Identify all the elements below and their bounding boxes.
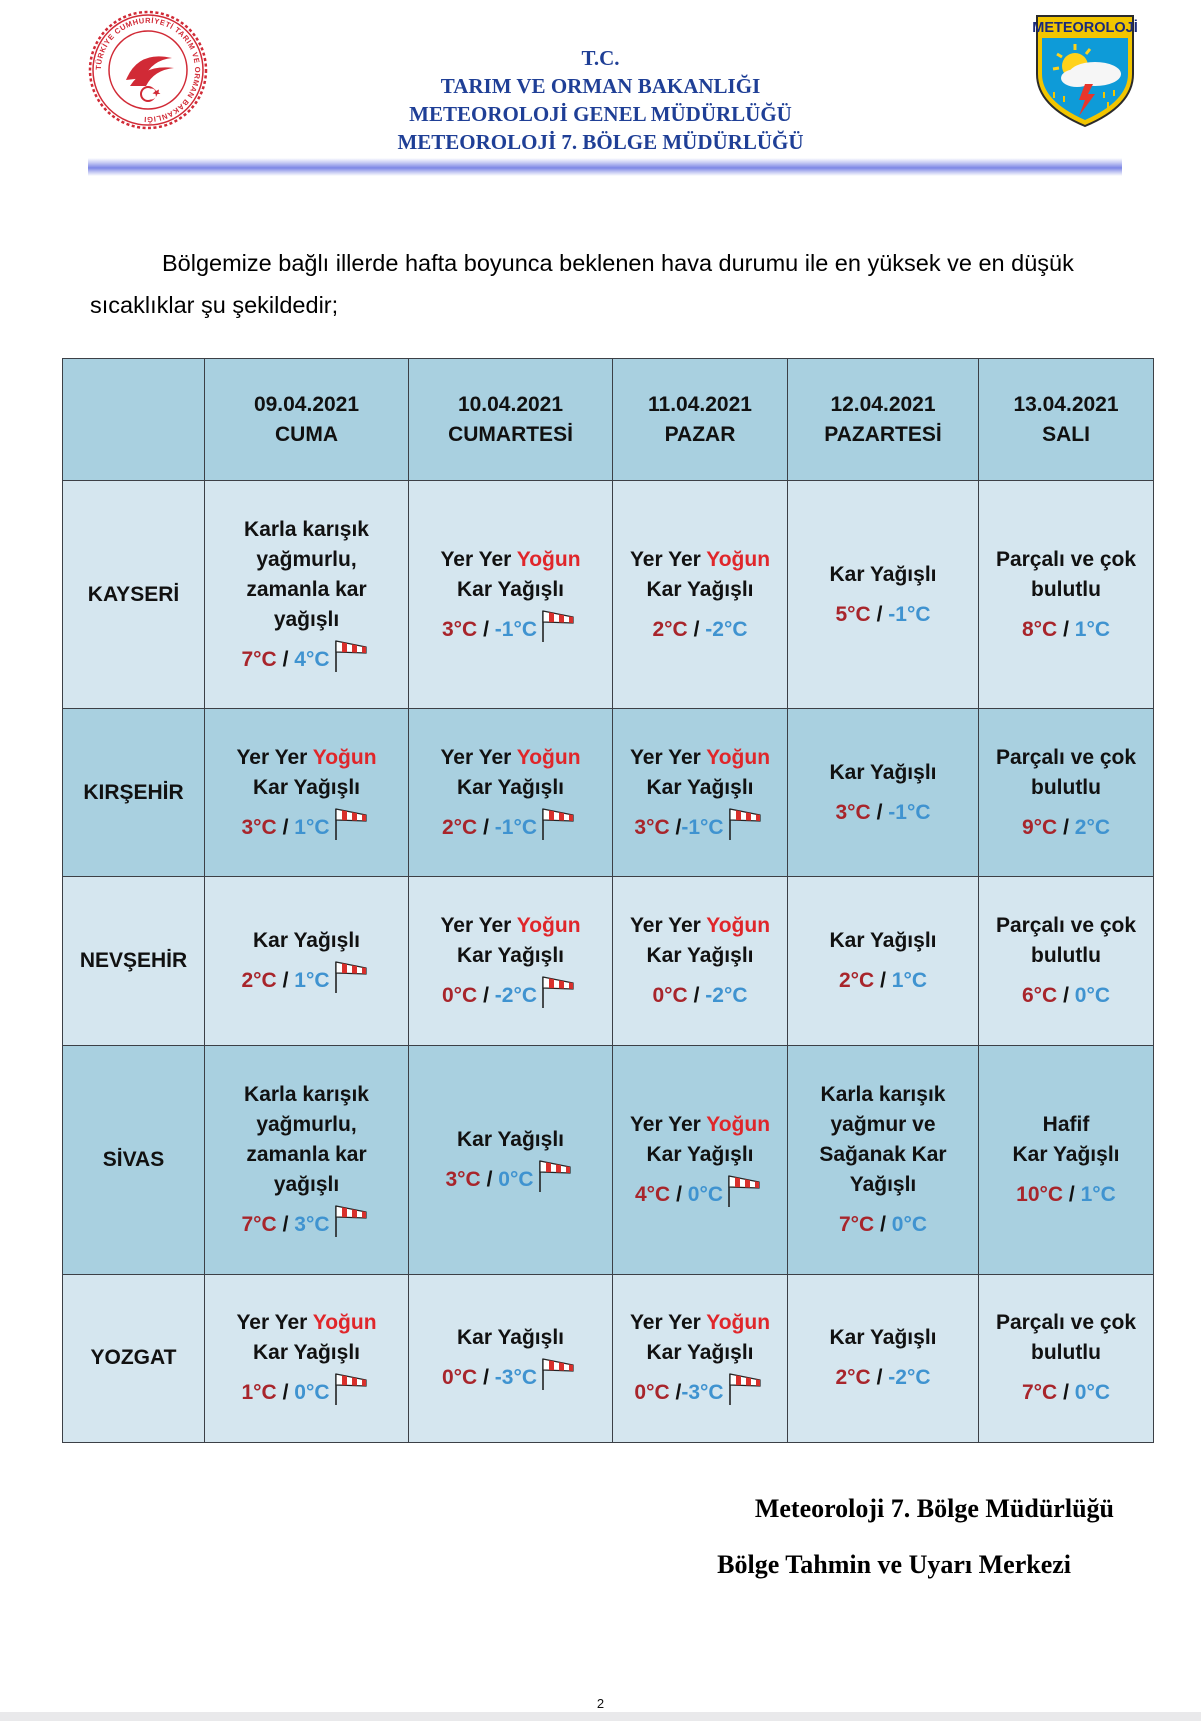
max-temp: 8°C — [1021, 617, 1058, 641]
condition-text: Yer Yer — [440, 914, 517, 938]
condition-text: Kar Yağışlı — [646, 1341, 754, 1365]
city-cell: SİVAS — [63, 1045, 205, 1274]
footer-center: Bölge Tahmin ve Uyarı Merkezi — [717, 1550, 1071, 1579]
condition-text: Yer Yer — [629, 1311, 707, 1335]
condition-text: Yer Yer — [629, 745, 707, 769]
windsock-icon — [332, 1202, 372, 1238]
table-row — [63, 481, 1154, 709]
windsock-icon — [726, 805, 766, 841]
day-header — [205, 359, 409, 481]
forecast-cell: Yer Yer Yoğun Kar Yağışlı 3°C / 1°C — [205, 709, 409, 877]
header-corner-cell — [63, 359, 205, 481]
document-header — [0, 44, 1201, 156]
condition-text: Kar Yağışlı — [252, 929, 360, 953]
day-date: 10.04.2021 — [457, 392, 564, 416]
day-header — [409, 359, 613, 481]
intense-label: Yoğun — [516, 547, 581, 571]
max-temp: 0°C — [634, 1381, 670, 1405]
min-temp: 1°C — [891, 969, 928, 993]
max-temp: 2°C — [652, 617, 688, 641]
condition-text: Yer Yer — [440, 745, 517, 769]
day-name: PAZAR — [664, 422, 736, 446]
min-temp: 0°C — [1074, 984, 1111, 1008]
condition-text: yağışlı — [273, 607, 340, 631]
forecast-cell: Hafif Kar Yağışlı 10°C / 1°C — [979, 1045, 1154, 1274]
condition-text: Kar Yağışlı — [456, 1326, 564, 1350]
forecast-cell: Kar Yağışlı 2°C / 1°C — [205, 877, 409, 1045]
condition-text: Kar Yağışlı — [456, 577, 564, 601]
condition-text: Karla karışık — [244, 517, 369, 541]
forecast-cell: Parçalı ve çok bulutlu 9°C / 2°C — [979, 709, 1154, 877]
forecast-cell: Karla karışık yağmurlu, zamanla kar yağışlı 7°C / 3°C — [205, 1045, 409, 1274]
condition-text: Kar Yağışlı — [829, 760, 937, 784]
condition-text: bulutlu — [1031, 775, 1101, 799]
min-temp: 2°C — [1074, 815, 1111, 839]
condition-text: Kar Yağışlı — [252, 775, 360, 799]
svg-text:TÜRKİYE CUMHURİYETİ TARIM VE O: TÜRKİYE CUMHURİYETİ TARIM VE ORMAN BAKANLIĞI — [93, 15, 203, 125]
condition-text: yağmur ve — [830, 1112, 936, 1136]
max-temp: 5°C — [835, 602, 871, 626]
condition-text: Kar Yağışlı — [1012, 1142, 1120, 1166]
condition-text: Kar Yağışlı — [646, 944, 754, 968]
min-temp: -1°C — [681, 815, 724, 839]
forecast-cell: Parçalı ve çok bulutlu 7°C / 0°C — [979, 1274, 1154, 1442]
table-row — [63, 877, 1154, 1045]
page-number: 2 — [596, 1696, 605, 1711]
max-temp: 10°C — [1016, 1182, 1064, 1206]
min-temp: 0°C — [687, 1182, 724, 1206]
header-divider — [88, 158, 1122, 176]
header-regional-directorate: METEOROLOJİ 7. BÖLGE MÜDÜRLÜĞÜ — [397, 130, 804, 154]
max-temp: 0°C — [441, 984, 478, 1008]
day-name: PAZARTESİ — [824, 422, 942, 446]
day-header — [613, 359, 788, 481]
condition-text: zamanla kar — [246, 1142, 367, 1166]
forecast-cell: Parçalı ve çok bulutlu 6°C / 0°C — [979, 877, 1154, 1045]
forecast-cell: Yer Yer Yoğun Kar Yağışlı 3°C / -1°C — [409, 481, 613, 709]
intense-label: Yoğun — [312, 1311, 377, 1335]
min-temp: -2°C — [888, 1366, 931, 1390]
condition-text: yağmurlu, — [256, 547, 357, 571]
windsock-icon — [725, 1172, 765, 1208]
max-temp: 3°C — [835, 800, 871, 824]
max-temp: 7°C — [1021, 1381, 1058, 1405]
condition-text: Sağanak Kar — [819, 1142, 947, 1166]
max-temp: 6°C — [1021, 984, 1058, 1008]
header-directorate: METEOROLOJİ GENEL MÜDÜRLÜĞÜ — [409, 102, 792, 126]
min-temp: 0°C — [294, 1381, 330, 1405]
header-ministry: TARIM VE ORMAN BAKANLIĞI — [440, 74, 761, 98]
day-date: 13.04.2021 — [1013, 392, 1119, 416]
intense-label: Yoğun — [516, 745, 581, 769]
min-temp: -1°C — [494, 815, 538, 839]
forecast-cell: Yer Yer Yoğun Kar Yağışlı 0°C / -2°C — [409, 877, 613, 1045]
city-cell: YOZGAT — [63, 1274, 205, 1442]
max-temp: 0°C — [441, 1366, 478, 1390]
windsock-icon — [539, 607, 579, 643]
condition-text: Parçalı ve çok — [995, 914, 1137, 938]
forecast-cell: Kar Yağışlı 2°C / 1°C — [788, 877, 979, 1045]
day-date: 09.04.2021 — [253, 392, 360, 416]
page-bottom-bar — [0, 1712, 1201, 1721]
max-temp: 2°C — [441, 815, 478, 839]
condition-text: Yer Yer — [629, 547, 707, 571]
condition-text: Hafif — [1042, 1112, 1090, 1136]
max-temp: 4°C — [634, 1182, 671, 1206]
forecast-cell: Parçalı ve çok bulutlu 8°C / 1°C — [979, 481, 1154, 709]
condition-text: Yer Yer — [236, 1311, 313, 1335]
windsock-icon — [332, 1370, 372, 1406]
max-temp: 3°C — [441, 617, 478, 641]
forecast-cell: Kar Yağışlı 3°C / 0°C — [409, 1045, 613, 1274]
condition-text: Kar Yağışlı — [829, 562, 937, 586]
table-header-row — [63, 359, 1154, 481]
windsock-icon — [726, 1370, 766, 1406]
max-temp: 0°C — [652, 984, 688, 1008]
min-temp: 0°C — [498, 1167, 534, 1191]
svg-text:METEOROLOJİ: METEOROLOJİ — [1033, 20, 1137, 36]
windsock-icon — [539, 1355, 579, 1391]
forecast-cell: Yer Yer Yoğun Kar Yağışlı 0°C / -2°C — [613, 877, 788, 1045]
forecast-cell: Kar Yağışlı 2°C / -2°C — [788, 1274, 979, 1442]
condition-text: Parçalı ve çok — [995, 547, 1137, 571]
day-date: 12.04.2021 — [830, 392, 936, 416]
condition-text: Yer Yer — [236, 745, 313, 769]
max-temp: 7°C — [838, 1212, 875, 1236]
table-row — [63, 709, 1154, 877]
header-country: T.C. — [581, 46, 620, 70]
condition-text: Yer Yer — [629, 1112, 707, 1136]
condition-text: Kar Yağışlı — [646, 1142, 754, 1166]
min-temp: 3°C — [294, 1212, 330, 1236]
intense-label: Yoğun — [516, 914, 581, 938]
condition-text: Parçalı ve çok — [995, 1311, 1137, 1335]
table-row — [63, 1045, 1154, 1274]
forecast-cell: Yer Yer Yoğun Kar Yağışlı 0°C /-3°C — [613, 1274, 788, 1442]
max-temp: 3°C — [634, 815, 670, 839]
min-temp: 1°C — [294, 969, 330, 993]
windsock-icon — [332, 637, 372, 673]
forecast-cell: Yer Yer Yoğun Kar Yağışlı 4°C / 0°C — [613, 1045, 788, 1274]
forecast-cell: Kar Yağışlı 3°C / -1°C — [788, 709, 979, 877]
intense-label: Yoğun — [706, 914, 771, 938]
condition-text: Kar Yağışlı — [456, 1127, 564, 1151]
condition-text: zamanla kar — [246, 577, 367, 601]
footer-directorate: Meteoroloji 7. Bölge Müdürlüğü — [754, 1494, 1114, 1523]
condition-text: Karla karışık — [244, 1082, 369, 1106]
min-temp: 1°C — [294, 815, 330, 839]
intense-label: Yoğun — [706, 1112, 771, 1136]
forecast-table — [62, 358, 1154, 1443]
max-temp: 3°C — [241, 815, 277, 839]
max-temp: 2°C — [241, 969, 277, 993]
min-temp: -3°C — [681, 1381, 724, 1405]
windsock-icon — [332, 958, 372, 994]
forecast-cell: Yer Yer Yoğun Kar Yağışlı 1°C / 0°C — [205, 1274, 409, 1442]
max-temp: 9°C — [1021, 815, 1058, 839]
condition-text: Kar Yağışlı — [646, 577, 754, 601]
windsock-icon — [332, 805, 372, 841]
condition-text: yağmurlu, — [256, 1112, 357, 1136]
condition-text: bulutlu — [1031, 577, 1101, 601]
forecast-cell: Yer Yer Yoğun Kar Yağışlı 2°C / -2°C — [613, 481, 788, 709]
forecast-cell: Karla karışık yağmur ve Sağanak Kar Yağışlı 7°C / 0°C — [788, 1045, 979, 1274]
intense-label: Yoğun — [706, 1311, 771, 1335]
condition-text: Kar Yağışlı — [252, 1341, 360, 1365]
condition-text: Yağışlı — [849, 1172, 917, 1196]
condition-text: Karla karışık — [820, 1082, 946, 1106]
windsock-icon — [536, 1157, 576, 1193]
condition-text: bulutlu — [1031, 944, 1101, 968]
forecast-cell: Karla karışık yağmurlu, zamanla kar yağışlı 7°C / 4°C — [205, 481, 409, 709]
min-temp: 1°C — [1074, 617, 1111, 641]
day-name: CUMARTESİ — [448, 422, 573, 446]
min-temp: -3°C — [494, 1366, 538, 1390]
city-cell: KIRŞEHİR — [63, 709, 205, 877]
condition-text: Kar Yağışlı — [456, 775, 564, 799]
max-temp: 7°C — [241, 647, 277, 671]
forecast-cell: Yer Yer Yoğun Kar Yağışlı 3°C /-1°C — [613, 709, 788, 877]
min-temp: -1°C — [494, 617, 538, 641]
intro-paragraph — [90, 242, 1126, 326]
max-temp: 2°C — [838, 969, 875, 993]
condition-text: yağışlı — [273, 1172, 340, 1196]
forecast-cell: Kar Yağışlı 0°C / -3°C — [409, 1274, 613, 1442]
min-temp: 4°C — [294, 647, 330, 671]
day-date: 11.04.2021 — [648, 392, 752, 416]
condition-text: Kar Yağışlı — [456, 944, 564, 968]
max-temp: 3°C — [445, 1167, 481, 1191]
table-row — [63, 1274, 1154, 1442]
max-temp: 2°C — [835, 1366, 871, 1390]
day-header — [788, 359, 979, 481]
min-temp: -2°C — [705, 984, 748, 1008]
min-temp: -1°C — [888, 800, 931, 824]
day-name: SALI — [1042, 422, 1090, 446]
day-name: CUMA — [275, 422, 338, 446]
forecast-cell: Yer Yer Yoğun Kar Yağışlı 2°C / -1°C — [409, 709, 613, 877]
min-temp: 0°C — [891, 1212, 928, 1236]
condition-text: Yer Yer — [440, 547, 517, 571]
min-temp: -1°C — [888, 602, 931, 626]
min-temp: 1°C — [1080, 1182, 1116, 1206]
intro-text: Bölgemize bağlı illerde hafta boyunca beklenen hava durumu ile en yüksek ve en düşük sıcaklıklar şu şekildedir; — [90, 250, 1074, 318]
windsock-icon — [539, 805, 579, 841]
condition-text: bulutlu — [1031, 1341, 1101, 1365]
intense-label: Yoğun — [312, 745, 377, 769]
windsock-icon — [539, 973, 579, 1009]
forecast-cell: Kar Yağışlı 5°C / -1°C — [788, 481, 979, 709]
max-temp: 7°C — [241, 1212, 277, 1236]
min-temp: -2°C — [494, 984, 538, 1008]
condition-text: Kar Yağışlı — [829, 1326, 937, 1350]
intense-label: Yoğun — [706, 745, 771, 769]
condition-text: Kar Yağışlı — [646, 775, 754, 799]
condition-text: Kar Yağışlı — [829, 929, 937, 953]
city-cell: KAYSERİ — [63, 481, 205, 709]
intense-label: Yoğun — [706, 547, 771, 571]
day-header — [979, 359, 1154, 481]
min-temp: -2°C — [705, 617, 748, 641]
city-cell: NEVŞEHİR — [63, 877, 205, 1045]
condition-text: Parçalı ve çok — [995, 745, 1137, 769]
condition-text: Yer Yer — [629, 914, 707, 938]
max-temp: 1°C — [241, 1381, 277, 1405]
min-temp: 0°C — [1074, 1381, 1111, 1405]
